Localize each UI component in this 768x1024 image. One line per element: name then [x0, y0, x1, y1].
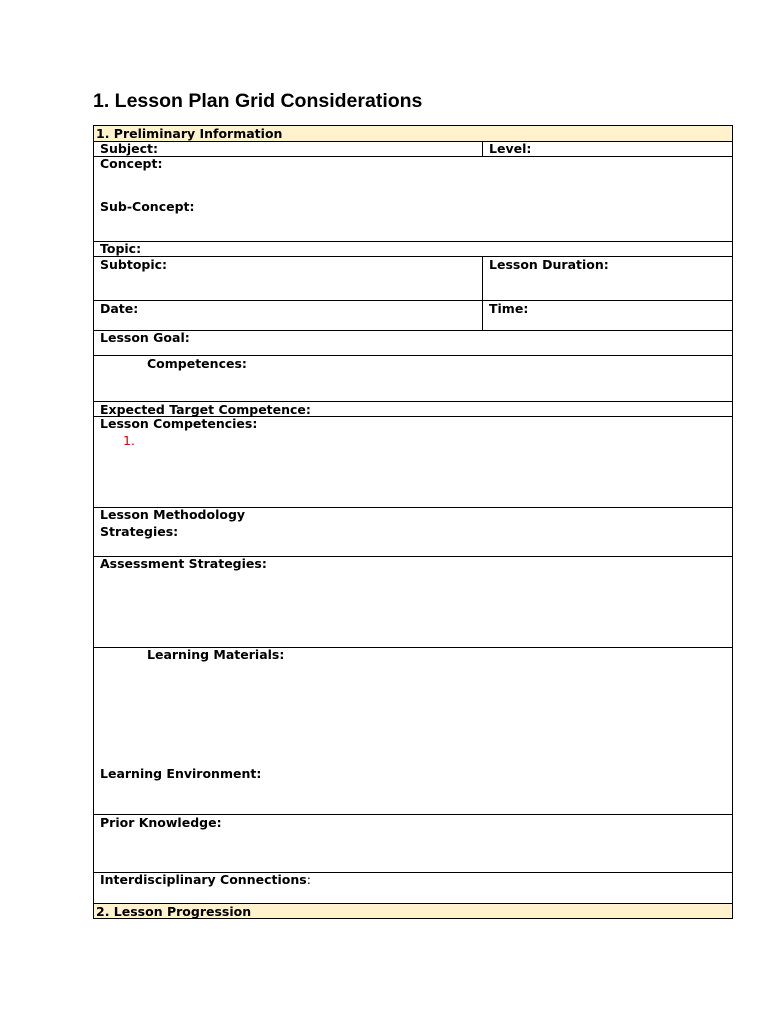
section-heading-preliminary: 1. Preliminary Information — [96, 126, 283, 141]
interdisciplinary-connections-label: Interdisciplinary Connections: — [100, 872, 311, 887]
competences-label: Competences: — [147, 356, 247, 371]
lesson-methodology-label: Lesson Methodology — [100, 507, 246, 522]
learning-environment-label: Learning Environment: — [100, 766, 262, 781]
row-divider — [94, 256, 732, 257]
concept-label: Concept: — [100, 156, 163, 171]
row-divider — [94, 141, 732, 142]
subject-label: Subject: — [100, 141, 158, 156]
row-divider — [94, 300, 732, 301]
sub-concept-label: Sub-Concept: — [100, 199, 195, 214]
learning-materials-label: Learning Materials: — [147, 647, 285, 662]
assessment-strategies-label: Assessment Strategies: — [100, 556, 267, 571]
time-label: Time: — [489, 301, 529, 316]
row-divider — [94, 156, 732, 157]
lesson-plan-grid — [93, 125, 733, 919]
section-heading-progression: 2. Lesson Progression — [96, 904, 252, 919]
topic-label: Topic: — [100, 241, 142, 256]
prior-knowledge-label: Prior Knowledge: — [100, 815, 222, 830]
level-label: Level: — [489, 141, 532, 156]
lesson-goal-label: Lesson Goal: — [100, 330, 190, 345]
date-label: Date: — [100, 301, 139, 316]
expected-target-competence-label: Expected Target Competence: — [100, 402, 311, 417]
lesson-duration-label: Lesson Duration: — [489, 257, 609, 272]
row-divider — [94, 241, 732, 242]
strategies-label: Strategies: — [100, 524, 179, 539]
competency-list-number: 1. — [123, 433, 135, 448]
column-divider — [482, 141, 483, 156]
subtopic-label: Subtopic: — [100, 257, 168, 272]
page-title: 1. Lesson Plan Grid Considerations — [93, 90, 423, 112]
lesson-competencies-label: Lesson Competencies: — [100, 416, 258, 431]
column-divider — [482, 256, 483, 330]
